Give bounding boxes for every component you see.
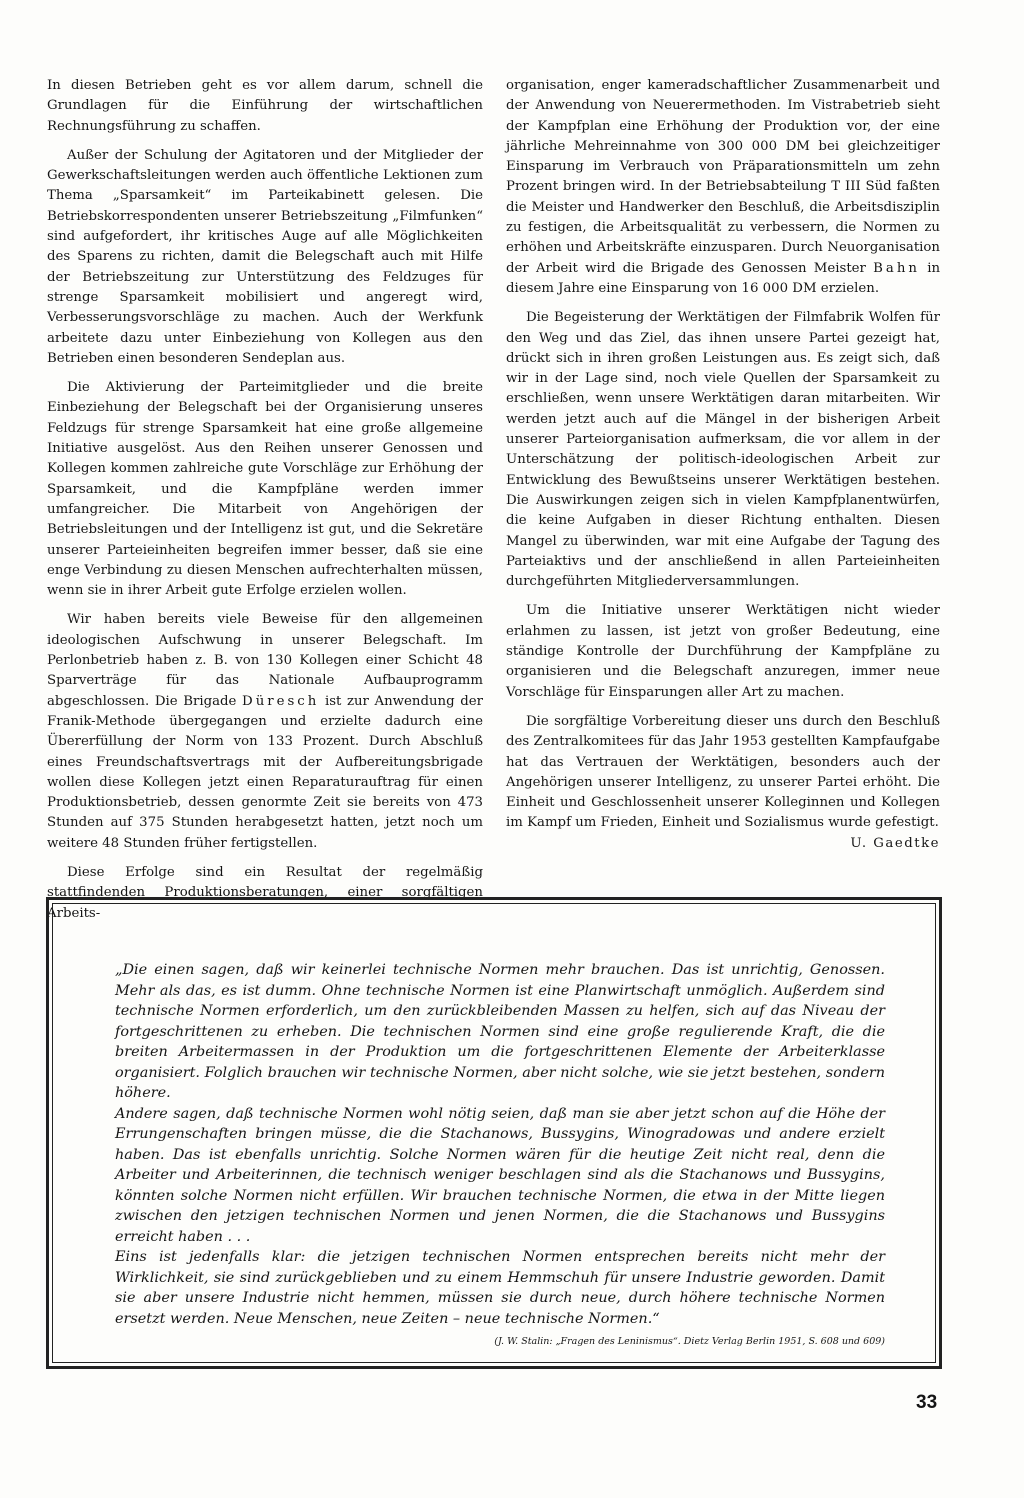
stalin-quote-box — [46, 897, 942, 1369]
right-paragraph-1-end: in diesem Jahre eine Einsparung von 16 000 DM erzielen. — [506, 260, 941, 296]
meister-name: Bahn — [873, 260, 920, 276]
left-paragraph-4-start: Wir haben bereits viele Beweise für den allgemeinen ideologischen Aufschwung in unserer Belegschaft. Im Perlonbetrieb haben z. B. von 130 Kollegen einer Schicht 48 Sparverträge für das Nationale Aufbauprogramm abgeschlossen. Die Brigade — [47, 612, 483, 709]
left-paragraph-1: In diesen Betrieben geht es vor allem darum, schnell die Grundlagen für die Einführung der wirtschaftlichen Rechnungsführung zu schaffen. — [47, 78, 483, 134]
quote-paragraph-3 — [115, 1247, 885, 1347]
right-paragraph-1-start: organisation, enger kameradschaftlicher Zusammenarbeit und der Anwendung von Neuerermethoden. Im Vistrabetrieb sieht der Kampfplan eine Erhöhung der Produktion vor, der eine jährliche Mehreinnahme von 300 000 DM bei gleichzeitiger Einsparung im Verbrauch von Präparationsmitteln um zehn Prozent bringen wird. In der Betriebsabteilung T III Süd faßten die Meister und Handwerker den Beschluß, die Arbeitsdisziplin zu festigen, die Arbeitsqualität zu verbessern, die Normen zu erhöhen und Arbeitskräfte einzusparen. Durch Neuorganisation der Arbeit wird die Brigade des Genossen Meister — [506, 78, 940, 276]
right-paragraph-2: Die Begeisterung der Werktätigen der Filmfabrik Wolfen für den Weg und das Ziel, das ihnen unsere Partei gezeigt hat, drückt sich in ihren großen Leistungen aus. Es zeigt sich, daß wir in der Lage sind, noch viele Quellen der Sparsamkeit zu erschließen, wenn unsere Werktätigen daran mitarbeiten. Wir werden jetzt auch auf die Mängel in der bisherigen Arbeit unserer Parteiorganisation aufmerksam, die vor allem in der Unterschätzung der politisch-ideologischen Arbeit zur Entwicklung des Bewußtseins unserer Werktätigen bestehen. Die Auswirkungen zeigen sich in vielen Kampfplanentwürfen, die keine Aufgaben in dieser Richtung enthalten. Diesen Mangel zu überwinden, war mit eine Aufgabe der Tagung des Parteiaktivs und der anschließend in allen Parteieinheiten durchgeführten Mitgliederversammlungen. — [506, 310, 940, 590]
left-paragraph-5: Diese Erfolge sind ein Resultat der regelmäßig stattfindenden Produktionsberatungen, einer sorgfältigen Arbeits- — [47, 864, 483, 921]
quote-paragraph-1: „Die einen sagen, daß wir keinerlei technische Normen mehr brauchen. Das ist unrichtig, Genossen. Mehr als das, es ist dumm. Ohne technische Normen ist eine Planwirtschaft unmöglich. Außerdem sind technische Normen erforderlich, um den zurückbleibenden Massen zu helfen, sich auf das Niveau der fortgeschrittenen zu erheben. Die technischen Normen sind eine große regulierende Kraft, die die breiten Arbeitermassen in der Produktion um die fortgeschrittenen Elemente der Arbeiterklasse organisiert. Folglich brauchen wir technische Normen, aber nicht solche, wie sie jetzt bestehen, sondern höhere. — [115, 962, 885, 1101]
author-signature: U. Gaedtke — [850, 835, 940, 851]
left-column — [47, 76, 483, 933]
brigade-name: Düresch — [242, 693, 320, 709]
right-paragraph-1 — [506, 76, 940, 299]
quote-paragraph-2: Andere sagen, daß technische Normen wohl nötig seien, daß man sie aber jetzt schon auf die Höhe der Errungenschaften bringen müsse, die die Stachanows, Bussygins, Winogradowas und andere erzielt haben. Das ist ebenfalls unrichtig. Solche Normen wären für die heutige Zeit nicht real, denn die Arbeiter und Arbeiterinnen, die technisch weniger beschlagen sind als die Stachanows und Bussygins, könnten solche Normen nicht erfüllen. Wir brauchen technische Normen, die etwa in der Mitte liegen zwischen den jetzigen technischen Normen und jenen Normen, die die Stachanows und Bussygins erreicht haben . . . — [115, 1105, 885, 1245]
right-paragraph-3: Um die Initiative unserer Werktätigen nicht wieder erlahmen zu lassen, ist jetzt von großer Bedeutung, eine ständige Kontrolle der Durchführung der Kampfpläne zu organisieren und die Belegschaft anzuregen, immer neue Vorschläge für Einsparungen aller Art zu machen. — [506, 603, 940, 700]
page-number: 33 — [916, 1392, 938, 1413]
left-paragraph-2: Außer der Schulung der Agitatoren und der Mitglieder der Gewerkschaftsleitungen werden auch öffentliche Lektionen zum Thema „Sparsamkeit“ im Parteikabinett gelesen. Die Betriebskorrespondenten unserer Betriebszeitung „Filmfunken“ sind aufgefordert, ihr kritisches Auge auf alle Möglichkeiten des Sparens zu richten, damit die Belegschaft auch mit Hilfe der Betriebszeitung zur Unterstützung des Feldzuges für strenge Sparsamkeit mobilisiert und angeregt wird, Verbesserungsvorschläge zu machen. Auch der Werkfunk arbeitete dazu unter Einbeziehung von Kollegen aus den Betrieben einen besonderen Sendeplan aus. — [47, 147, 483, 366]
quote-source: (J. W. Stalin: „Fragen des Leninismus“. Dietz Verlag Berlin 1951, S. 608 und 609) — [494, 1336, 885, 1347]
right-column — [506, 76, 940, 854]
left-paragraph-4-end: ist zur Anwendung der Franik-Methode übergegangen und erzielte dadurch eine Übererfüllung der Norm von 133 Prozent. Durch Abschluß eines Freundschaftsvertrags mit der Aufbereitungsbrigade wollen diese Kollegen jetzt einen Reparaturauftrag für einen Produktionsbetrieb, dessen genormte Zeit sie bereits von 473 Stunden auf 375 Stunden herabgesetzt hatten, jetzt noch um weitere 48 Stunden früher fertigstellen. — [47, 693, 483, 851]
left-paragraph-4 — [47, 610, 483, 854]
right-paragraph-4 — [506, 712, 940, 851]
quote-paragraph-3-text: Eins ist jedenfalls klar: die jetzigen technischen Normen entsprechen bereits nicht mehr der Wirklichkeit, sie sind zurückgeblieben und zu einem Hemmschuh für unsere Industrie geworden. Damit sie aber unsere Industrie nicht hemmen, müssen sie durch neue, durch höhere technische Normen ersetzt werden. Neue Menschen, neue Zeiten – neue technische Normen.“ — [115, 1249, 885, 1327]
quote-text — [115, 960, 885, 1353]
left-paragraph-3: Die Aktivierung der Parteimitglieder und die breite Einbeziehung der Belegschaft bei der Organisierung unseres Feldzugs für strenge Sparsamkeit hat eine große allgemeine Initiative ausgelöst. Aus den Reihen unserer Genossen und Kollegen kommen zahlreiche gute Vorschläge zur Erhöhung der Sparsamkeit, und die Kampfpläne werden immer umfangreicher. Die Mitarbeit von Angehörigen der Betriebsleitungen und der Intelligenz ist gut, und die Sekretäre unserer Parteieinheiten begreifen immer besser, daß sie eine enge Verbindung zu diesen Menschen aufrechterhalten müssen, wenn sie in ihrer Arbeit gute Erfolge erzielen wollen. — [47, 380, 483, 599]
right-paragraph-4-text: Die sorgfältige Vorbereitung dieser uns durch den Beschluß des Zentralkomitees für das Jahr 1953 gestellten Kampfaufgabe hat das Vertrauen der Werktätigen, besonders auch der Angehörigen unserer Intelligenz, zu unserer Partei erhöht. Die Einheit und Geschlossenheit unserer Kolleginnen und Kollegen im Kampf um Frieden, Einheit und Sozialismus wurde gefestigt. — [506, 713, 940, 831]
